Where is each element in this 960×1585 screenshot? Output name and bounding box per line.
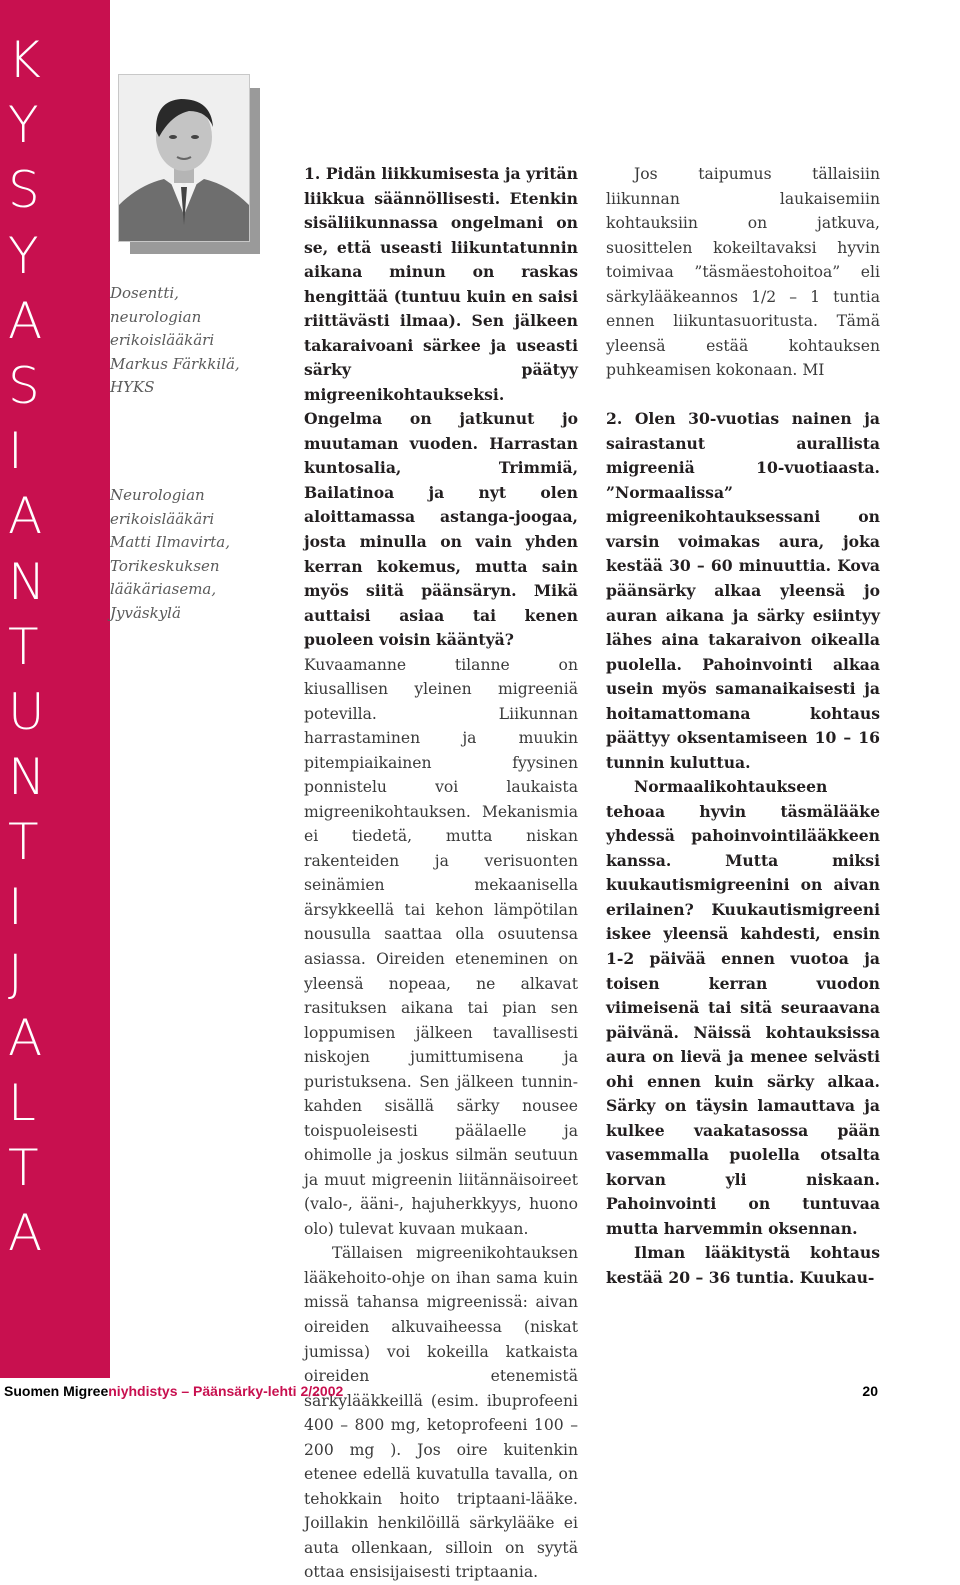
title-letter: I [8,878,23,937]
title-letter: J [8,943,23,1002]
page-footer [0,1378,960,1406]
caption-line: erikoislääkäri [110,331,215,349]
title-letter: L [8,1074,36,1132]
question-1: 1. Pidän liikkumisesta ja yritän liikkua säännöllisesti. Etenkin sisäliikunnassa ongelmani on se, että useasti liikuntatunnin aikana minun on raskas hengittää (tuntuu kuin en saisi riittävästi ilmaa). Sen jälkeen takaraivoani särkee ja useasti särky päätyy migreenikohtaukseksi. Ongelma on jatkunut jo muutaman vuoden. Harrastan kuntosalia, Trimmiä, Bailatinoa ja nyt olen aloittamassa astanga-joogaa, josta minulla on vain yhden kerran kokemus, mutta sain myös siitä päänsäryn. Mikä auttaisi asiaa tai kenen puoleen voisin kääntyä? [304,164,578,650]
expert-caption-1 [110,282,270,400]
title-letter: S [8,161,40,220]
answer-1-paragraph-3: Jos taipumus tällaisiin liikunnan laukaisemiin kohtauksiin on jatkuva, suosittelen kokeiltavaksi hyvin toimivaa ”täsmäestohoitoa” eli särkylääkeannos 1/2 – 1 tuntia ennen liikuntasuoritusta. Tämä yleensä estää kohtauksen puhkeamisen kokonaan. MI [606,165,880,380]
page-number: 20 [862,1383,878,1399]
title-letter: Y [8,96,39,155]
answer-1-paragraph-1: Kuvaamanne tilanne on kiusallisen yleinen migreeniä potevilla. Liikunnan harrastaminen ja muukin pitempiaikainen fyysinen ponnistelu voi laukaista migreenikohtauksen. Mekanismia ei tiedetä, mutta niskan rakenteiden ja verisuonten seinämien mekaanisella ärsykkeellä tai kehon lämpötilan nousulla saattaa olla osuutensa asiassa. Oireiden eteneminen on yleensä nopeaa, ne alkavat rasituksen aikana tai pian sen loppumisen jälkeen tavallisesti niskojen jumittumisena ja puristuksena. Sen jälkeen tunnin-kahden sisällä särky nousee toispuoleisesti päälaelle ja ohimolle ja joskus silmän seutuun ja muut migreenin liitännäisoireet (valo-, ääni-, hajuherkkyys, huono olo) tulevat kuvaan mukaan. [304,655,578,1238]
title-letter: A [8,1204,43,1263]
caption-line: Dosentti, [110,284,179,302]
title-letter: S [8,356,40,415]
expert-portrait-photo [118,74,250,242]
caption-line: Torikeskuksen [110,556,220,575]
title-letter: I [8,422,23,481]
caption-line: HYKS [110,378,155,396]
title-letter: A [8,487,43,546]
question-2-paragraph-2: Normaalikohtaukseen tehoaa hyvin täsmälääke yhdessä pahoinvointilääkkeen kanssa. Mutta miksi kuukautismigreenini on aivan erilainen? Kuukautismigreeni iskee yleensä kahdesti, ensin 1-2 päivää ennen vuotoa ja toisen kerran vuodon viimeisenä tai sitä seuraavana päivänä. Näissä kohtauksissa aura on lievä ja menee selvästi ohi ennen kuin särky alkaa. Särky on täysin lamauttava ja kulkee vaakatasossa pään vasemmalla puolella otsalta korvan yli niskaan. Pahoinvointi on tuntuvaa mutta harvemmin oksennan. [606,777,880,1238]
title-letter: T [8,813,39,872]
answer-1-paragraph-2: Tällaisen migreenikohtauksen lääkehoito-ohje on ihan sama kuin missä tahansa migreenissä: aivan oireiden alkuvaiheessa (niskat jumissa) voi kokeilla katkaista oireiden etenemistä särkylääkkeillä (esim. ibuprofeeni 400 – 800 mg, ketoprofeeni 100 – 200 mg ). Jos oire kuitenkin etenee edellä kuvatulla tavalla, on tehokkain hoito triptaani-lääke. Joillakin henkilöillä särkylääke ei auta ollenkaan, silloin on syytä ottaa ensisijaisesti triptaania. [304,1244,578,1582]
caption-line: Matti Ilmavirta, [110,533,230,551]
caption-line: Markus Färkkilä, [110,354,240,373]
expert-caption-2 [110,484,270,625]
title-letter: A [8,1008,43,1067]
article-column-1 [304,162,578,1585]
title-letter: N [8,748,46,807]
title-letter: N [8,552,46,611]
title-letter: U [8,682,45,741]
title-letter: Y [8,226,39,285]
section-title-vertical [8,28,102,1267]
sidebar-band [0,0,110,1378]
caption-line: erikoislääkäri [110,509,215,528]
title-letter: A [8,291,43,350]
portrait-illustration [119,75,249,241]
caption-line: Neurologian [110,486,205,504]
question-2-paragraph-1: 2. Olen 30-vuotias nainen ja sairastanut aurallista migreeniä 10-vuotiaasta. ”Normaalissa” migreenikohtauksessani on varsin voimakas aura, joka kestää 30 – 60 minuuttia. Kova päänsärky alkaa yleensä jo auran aikana ja särky esiintyy lähes aina takaraivon oikealla puolella. Pahoinvointi alkaa usein myös samanaikaisesti ja hoitamattomana kohtaus päättyy oksentamiseen 10 – 16 tunnin kuluttua. [606,409,880,772]
article-column-2 [606,162,880,1290]
title-letter: T [8,617,39,676]
caption-line: neurologian [110,307,202,326]
caption-line: lääkäriasema, [110,580,217,598]
caption-line: Jyväskylä [110,603,181,622]
publication-name: Suomen Migreeniyhdistys – Päänsärky-lehti 2/2002 [4,1383,344,1399]
question-2-paragraph-3: Ilman lääkitystä kohtaus kestää 20 – 36 tuntia. Kuukau- [606,1243,880,1287]
title-letter: T [8,1139,39,1198]
title-letter: K [8,31,41,89]
